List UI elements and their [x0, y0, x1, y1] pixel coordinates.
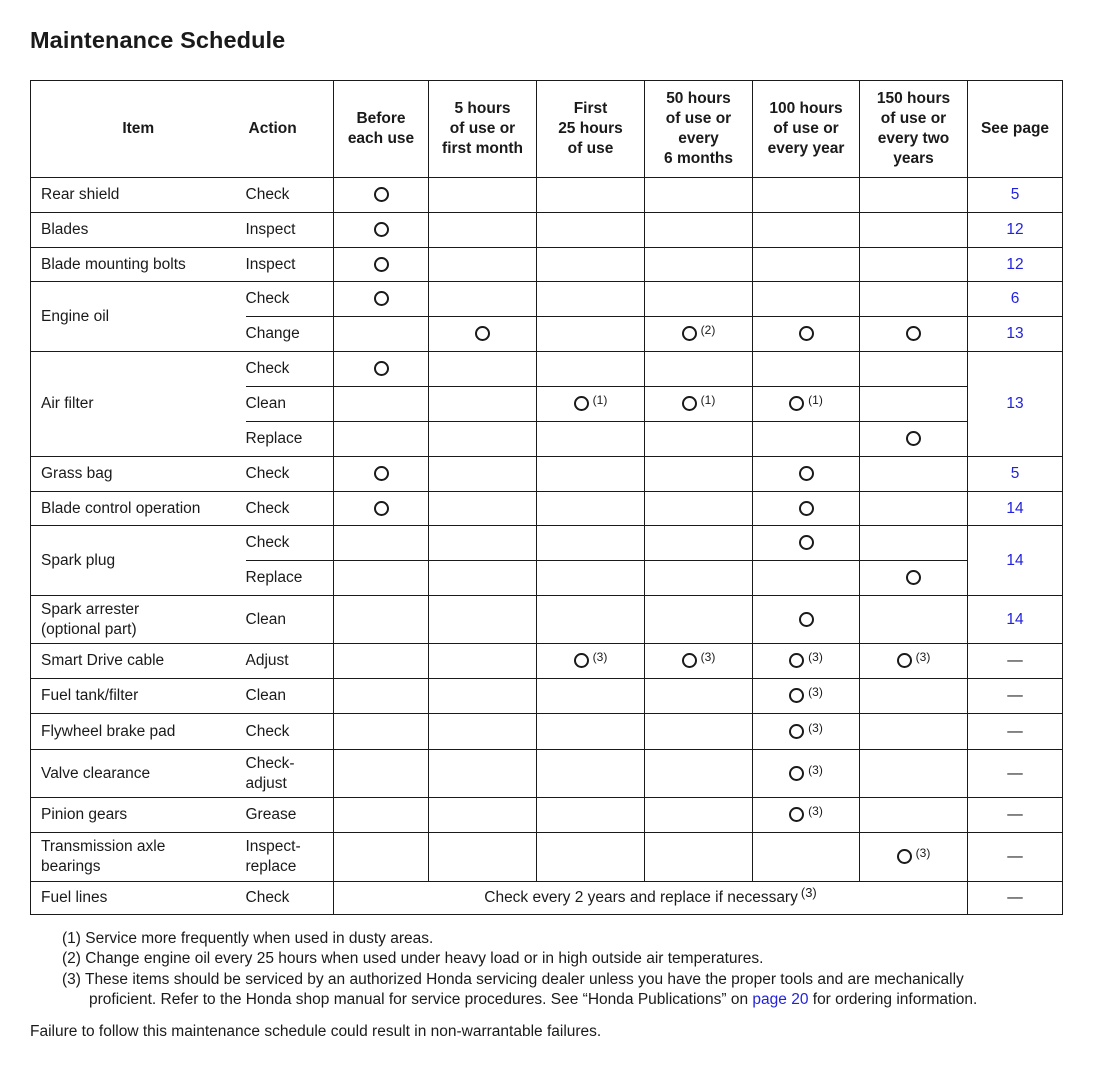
table-row: [31, 526, 1063, 561]
page-dash: —: [968, 750, 1063, 798]
action-name: Replace: [246, 422, 334, 457]
table-row: [31, 714, 1063, 750]
footnote-ref: (3): [915, 650, 931, 664]
table-row: [31, 596, 1063, 644]
check-circle-icon: [906, 570, 921, 585]
action-name: Grease: [246, 798, 334, 833]
table-row: [31, 492, 1063, 526]
page-20-link[interactable]: page 20: [752, 990, 809, 1008]
check-circle-icon: [906, 431, 921, 446]
item-name: Spark plug: [31, 526, 246, 596]
check-circle-icon: [682, 396, 697, 411]
table-row: [31, 282, 1063, 317]
item-name: Blade mounting bolts: [31, 248, 246, 282]
action-name: Clean: [246, 679, 334, 714]
table-row: [31, 248, 1063, 282]
item-name: Fuel tank/filter: [31, 679, 246, 714]
maintenance-schedule-table: [30, 80, 1063, 915]
check-circle-icon: [374, 501, 389, 516]
action-name: Inspect: [246, 213, 334, 248]
item-name: Grass bag: [31, 457, 246, 492]
check-circle-icon: [682, 653, 697, 668]
table-row: [31, 679, 1063, 714]
check-circle-icon: [789, 807, 804, 822]
page-link[interactable]: 6: [968, 282, 1063, 317]
footnote-ref: (3): [808, 685, 823, 699]
table-row: [31, 213, 1063, 248]
page-link[interactable]: 12: [968, 213, 1063, 248]
page-dash: —: [968, 833, 1063, 882]
check-circle-icon: [897, 653, 912, 668]
action-name: Change: [246, 317, 334, 352]
check-circle-icon: [475, 326, 490, 341]
page-link[interactable]: 5: [968, 457, 1063, 492]
check-circle-icon: [374, 222, 389, 237]
action-name: Check: [246, 882, 334, 915]
check-circle-icon: [374, 257, 389, 272]
check-circle-icon: [374, 187, 389, 202]
check-circle-icon: [374, 291, 389, 306]
footnote-ref: (1): [808, 393, 823, 407]
footnote-ref: (3): [915, 846, 931, 860]
item-name: Flywheel brake pad: [31, 714, 246, 750]
check-circle-icon: [789, 653, 804, 668]
action-name: Check: [246, 492, 334, 526]
item-name: Fuel lines: [31, 882, 246, 915]
check-circle-icon: [799, 535, 814, 550]
check-circle-icon: [789, 766, 804, 781]
action-name: Check: [246, 526, 334, 561]
warning-text: Failure to follow this maintenance schedule could result in non-warrantable failures.: [30, 1023, 602, 1040]
footnote-ref: (3): [808, 720, 823, 735]
page-link[interactable]: 13: [968, 317, 1063, 352]
header-50-hours: 50 hours of use or every 6 months: [645, 81, 753, 178]
item-name: Air filter: [31, 352, 246, 457]
item-name: Engine oil: [31, 282, 246, 352]
page-link[interactable]: 13: [968, 352, 1063, 457]
footnote-ref: (1): [700, 393, 716, 407]
page-dash: —: [968, 644, 1063, 679]
table-row: [31, 798, 1063, 833]
action-name: Replace: [246, 561, 334, 596]
check-circle-icon: [374, 361, 389, 376]
page-link[interactable]: 14: [968, 526, 1063, 596]
item-name: Valve clearance: [31, 750, 246, 798]
check-circle-icon: [799, 612, 814, 627]
table-row: [31, 882, 1063, 915]
table-row: [31, 833, 1063, 882]
item-name: Blades: [31, 213, 246, 248]
footnote-ref: (3): [700, 650, 716, 664]
footnote-ref: (3): [808, 804, 823, 818]
page-title: Maintenance Schedule: [30, 27, 286, 53]
page-dash: —: [968, 679, 1063, 714]
table-row: [31, 644, 1063, 679]
action-name: Inspect- replace: [246, 833, 334, 882]
action-name: Check: [246, 714, 334, 750]
action-name: Clean: [246, 596, 334, 644]
check-circle-icon: [789, 688, 804, 703]
item-name: Transmission axle bearings: [31, 833, 246, 882]
item-name: Rear shield: [31, 178, 246, 213]
check-circle-icon: [789, 396, 804, 411]
fuel-lines-note: Check every 2 years and replace if necessary $^{(3)}$: [334, 882, 968, 915]
action-name: Check: [246, 457, 334, 492]
action-name: Check: [246, 352, 334, 387]
page-dash: —: [968, 714, 1063, 750]
footnotes: [62, 929, 977, 1010]
check-circle-icon: [574, 653, 589, 668]
footnote-3: (3) These items should be serviced by an authorized Honda servicing dealer unless you have the proper tools and are mechanically: [62, 970, 964, 988]
page-dash: —: [968, 798, 1063, 833]
table-row: [31, 457, 1063, 492]
header-before-each-use: Before each use: [334, 81, 429, 178]
header-150-hours: 150 hours of use or every two years: [860, 81, 968, 178]
action-name: Check- adjust: [246, 750, 334, 798]
check-circle-icon: [799, 326, 814, 341]
check-circle-icon: [799, 466, 814, 481]
check-circle-icon: [789, 724, 804, 739]
table-row: [31, 352, 1063, 387]
page-link[interactable]: 14: [968, 596, 1063, 644]
footnote-ref: (1): [592, 393, 608, 407]
check-circle-icon: [799, 501, 814, 516]
page-dash: —: [968, 882, 1063, 915]
header-100-hours: 100 hours of use or every year: [753, 81, 860, 178]
page-link[interactable]: 5: [968, 178, 1063, 213]
header-action: Action: [246, 81, 334, 178]
header-see-page: See page: [968, 81, 1063, 178]
footnote-ref: (2): [700, 323, 716, 337]
check-circle-icon: [374, 466, 389, 481]
action-name: Check: [246, 178, 334, 213]
action-name: Inspect: [246, 248, 334, 282]
footnote-ref: (3): [808, 650, 823, 664]
check-circle-icon: [682, 326, 697, 341]
table-row: [31, 178, 1063, 213]
page-link[interactable]: 12: [968, 248, 1063, 282]
footnote-ref: (3): [808, 762, 823, 777]
page-link[interactable]: 14: [968, 492, 1063, 526]
action-name: Check: [246, 282, 334, 317]
action-name: Clean: [246, 387, 334, 422]
header-first-25-hours: First 25 hours of use: [537, 81, 645, 178]
check-circle-icon: [574, 396, 589, 411]
footnote-2: (2) Change engine oil every 25 hours when used under heavy load or in high outside air temperatures.: [62, 950, 764, 968]
header-item: Item: [31, 81, 246, 178]
header-row: [31, 81, 1063, 178]
check-circle-icon: [906, 326, 921, 341]
footnote-1: (1) Service more frequently when used in dusty areas.: [62, 930, 434, 947]
item-name: Smart Drive cable: [31, 644, 246, 679]
action-name: Adjust: [246, 644, 334, 679]
header-5-hours: 5 hours of use or first month: [429, 81, 537, 178]
item-name: Blade control operation: [31, 492, 246, 526]
item-name: Pinion gears: [31, 798, 246, 833]
check-circle-icon: [897, 849, 912, 864]
footnote-ref: (3): [592, 650, 608, 664]
item-name: Spark arrester (optional part): [31, 596, 246, 644]
footnote-3-continued: proficient. Refer to the Honda shop manual for service procedures. See “Honda Publications” on page 20 for ordering information.: [89, 990, 978, 1008]
table-row: [31, 750, 1063, 798]
footnote-ref: (3): [800, 885, 817, 900]
